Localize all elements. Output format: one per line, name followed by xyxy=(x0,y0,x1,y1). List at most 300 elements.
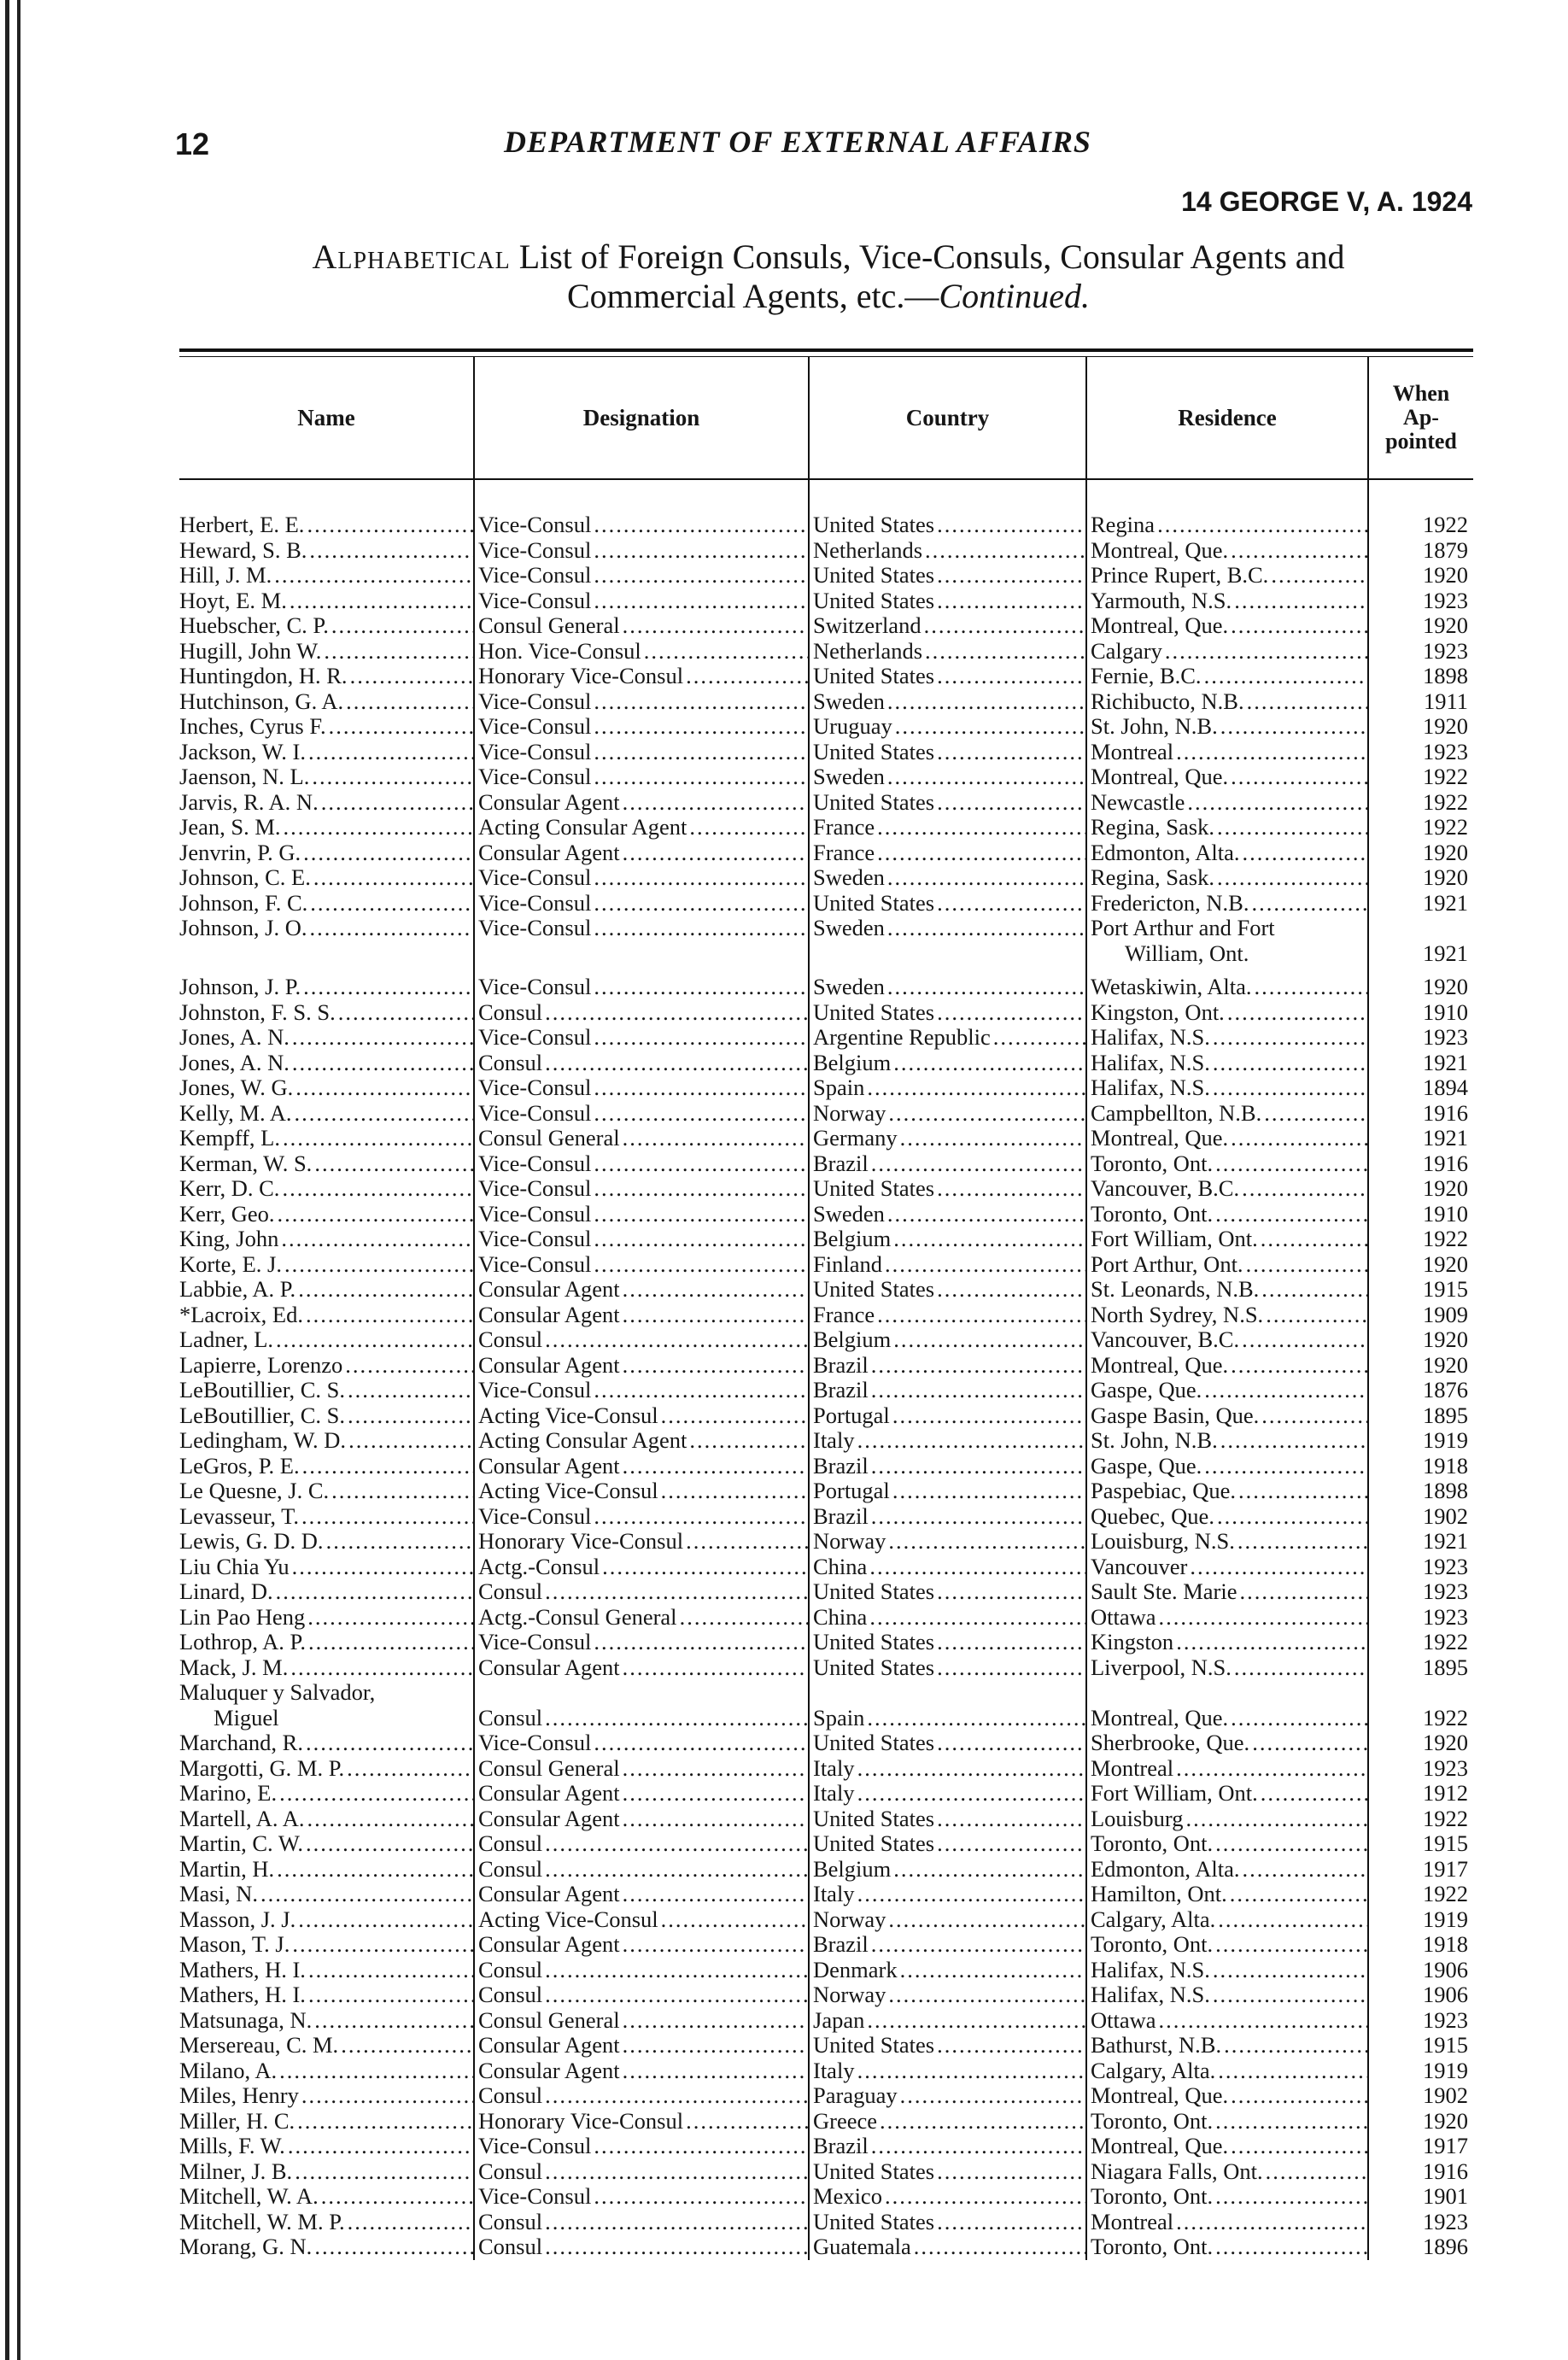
row-designation: Vice-Consul xyxy=(478,865,592,890)
dot-leader xyxy=(594,916,808,941)
row-year: 1923 xyxy=(1423,1755,1468,1781)
row-country: Italy xyxy=(813,1781,855,1806)
dot-leader xyxy=(1261,1403,1367,1429)
table-row xyxy=(179,1327,1473,1353)
table-row xyxy=(179,1555,1473,1580)
row-designation: Consular Agent xyxy=(478,1932,620,1957)
row-name: Ledingham, W. D. xyxy=(179,1428,347,1453)
table-row xyxy=(179,1579,1473,1605)
row-designation-cell xyxy=(474,1504,809,1530)
dot-leader xyxy=(594,1227,808,1252)
row-residence: Montreal, Que. xyxy=(1091,1352,1229,1378)
dot-leader xyxy=(623,1303,808,1328)
row-designation-cell xyxy=(474,2184,809,2210)
dot-leader xyxy=(623,790,808,816)
row-residence: Gaspe Basin, Que. xyxy=(1091,1403,1260,1428)
dot-leader xyxy=(1204,1378,1367,1403)
row-residence-cell xyxy=(1086,1227,1368,1252)
row-residence-cell xyxy=(1086,1730,1368,1756)
row-designation: Vice-Consul xyxy=(478,1075,592,1100)
row-residence: St. Leonards, N.B. xyxy=(1091,1277,1260,1302)
dot-leader xyxy=(857,1882,1085,1907)
row-name: Morang, G. N. xyxy=(179,2234,313,2259)
row-designation: Vice-Consul xyxy=(478,1151,592,1176)
row-year: 1895 xyxy=(1423,1403,1468,1428)
row-residence-cell xyxy=(1086,1605,1368,1631)
row-residence: Halifax, N.S. xyxy=(1091,1957,1210,1982)
row-year: 1915 xyxy=(1423,1831,1468,1856)
row-year-cell xyxy=(1368,1982,1473,2008)
row-year: 1919 xyxy=(1423,1906,1468,1932)
dot-leader xyxy=(1242,1857,1367,1883)
row-year-cell xyxy=(1368,865,1473,891)
row-country-cell xyxy=(809,790,1086,816)
row-name: Jones, W. G. xyxy=(179,1075,294,1100)
row-designation: Vice-Consul xyxy=(478,1227,592,1251)
dot-leader xyxy=(290,589,473,614)
dot-leader xyxy=(1213,1025,1367,1051)
dot-leader xyxy=(301,1504,473,1530)
row-name: Milano, A. xyxy=(179,2058,278,2083)
row-year: 1921 xyxy=(1423,1050,1468,1075)
row-country: Netherlands xyxy=(813,638,923,664)
row-country-cell xyxy=(809,2033,1086,2058)
row-designation-cell xyxy=(474,714,809,740)
row-country-cell xyxy=(809,840,1086,866)
dot-leader xyxy=(1231,1706,1367,1731)
row-designation: Vice-Consul xyxy=(478,688,592,714)
row-residence: Quebec, Que. xyxy=(1091,1503,1214,1529)
row-country: Brazil xyxy=(813,1503,869,1529)
dot-leader xyxy=(892,1479,1085,1504)
row-residence: Regina, Sask. xyxy=(1091,865,1214,890)
row-year: 1916 xyxy=(1423,1151,1468,1176)
row-country-cell xyxy=(809,1051,1086,1076)
row-name: Kerr, D. C. xyxy=(179,1176,280,1201)
row-designation-cell xyxy=(474,1227,809,1252)
row-designation-cell xyxy=(474,2134,809,2159)
row-name: Maluquer y Salvador, xyxy=(179,1680,376,1705)
dot-leader xyxy=(331,613,473,639)
table-row xyxy=(179,1252,1473,1278)
row-year-cell xyxy=(1368,2184,1473,2210)
row-designation-cell xyxy=(474,1958,809,1983)
row-designation-cell xyxy=(474,1075,809,1101)
row-designation-cell xyxy=(474,639,809,665)
row-designation: Honorary Vice-Consul xyxy=(478,664,684,688)
row-country: Finland xyxy=(813,1251,882,1277)
row-year: 1918 xyxy=(1423,1932,1468,1957)
row-name-cell xyxy=(179,740,474,765)
row-residence: North Sydrey, N.S. xyxy=(1091,1302,1264,1327)
row-residence-cell xyxy=(1086,1000,1368,1026)
dot-leader xyxy=(937,1000,1085,1026)
row-designation-cell xyxy=(474,916,809,966)
dot-leader xyxy=(623,1655,808,1681)
dot-leader xyxy=(292,1555,473,1580)
dot-leader xyxy=(1157,512,1367,538)
row-name: Jenvrin, P. G. xyxy=(179,840,301,865)
row-residence-cell xyxy=(1086,1756,1368,1782)
row-residence: Vancouver, B.C. xyxy=(1091,1176,1240,1201)
row-name: Huebscher, C. P. xyxy=(179,613,329,638)
row-year-cell xyxy=(1368,2058,1473,2084)
row-designation-cell xyxy=(474,1857,809,1883)
row-country-cell xyxy=(809,2083,1086,2109)
row-year-cell xyxy=(1368,840,1473,866)
row-country-cell xyxy=(809,2058,1086,2084)
row-year: 1922 xyxy=(1423,1704,1468,1730)
row-residence-cell xyxy=(1086,790,1368,816)
row-name-cell xyxy=(179,1932,474,1958)
row-year: 1920 xyxy=(1423,714,1468,739)
table-row xyxy=(179,764,1473,790)
row-residence-cell xyxy=(1086,815,1368,840)
dot-leader xyxy=(893,1327,1085,1353)
dot-leader xyxy=(887,865,1085,891)
dot-leader xyxy=(686,1529,808,1555)
dot-leader xyxy=(306,1730,473,1756)
row-year: 1920 xyxy=(1423,613,1468,638)
row-country-cell xyxy=(809,1579,1086,1605)
dot-leader xyxy=(1218,2058,1367,2084)
row-residence-cell xyxy=(1086,1831,1368,1857)
row-country-cell xyxy=(809,1327,1086,1353)
dot-leader xyxy=(1176,1630,1367,1655)
dot-leader xyxy=(545,1958,808,1983)
row-designation-cell xyxy=(474,1756,809,1782)
table-row xyxy=(179,1428,1473,1454)
row-designation-cell xyxy=(474,1479,809,1504)
row-year: 1923 xyxy=(1423,588,1468,613)
row-residence-cell xyxy=(1086,740,1368,765)
row-country: Belgium xyxy=(813,1327,892,1352)
dot-leader xyxy=(346,689,473,715)
dot-leader xyxy=(545,1579,808,1605)
row-designation-cell xyxy=(474,815,809,840)
dot-leader xyxy=(288,2134,473,2159)
row-year-cell xyxy=(1368,1857,1473,1883)
row-residence-cell xyxy=(1086,1327,1368,1353)
row-country-cell xyxy=(809,1907,1086,1933)
dot-leader xyxy=(888,1907,1085,1933)
row-designation-cell xyxy=(474,2109,809,2135)
dot-leader xyxy=(925,639,1085,665)
dot-leader xyxy=(1215,2234,1367,2260)
dot-leader xyxy=(937,2210,1085,2235)
row-year-cell xyxy=(1368,740,1473,765)
dot-leader xyxy=(303,975,473,1000)
row-designation-cell xyxy=(474,1252,809,1278)
dot-leader xyxy=(1261,1277,1367,1303)
row-year: 1917 xyxy=(1423,2134,1468,2158)
col-header-designation: Designation xyxy=(474,357,809,479)
row-residence-cell xyxy=(1086,1630,1368,1655)
table-row xyxy=(179,1479,1473,1504)
row-residence-cell xyxy=(1086,512,1368,538)
table-row xyxy=(179,916,1473,966)
row-country-cell xyxy=(809,1857,1086,1883)
dot-leader xyxy=(1217,1504,1367,1530)
row-designation-cell xyxy=(474,1000,809,1026)
dot-leader xyxy=(1231,538,1367,564)
row-residence-cell xyxy=(1086,1958,1368,1983)
row-country: Brazil xyxy=(813,1352,869,1378)
dot-leader xyxy=(341,2033,473,2058)
row-name: Hutchinson, G. A. xyxy=(179,688,344,714)
dot-leader xyxy=(308,1630,473,1655)
row-residence-cell xyxy=(1086,1428,1368,1454)
row-designation-cell xyxy=(474,1579,809,1605)
row-name: Miller, H. C. xyxy=(179,2108,295,2134)
row-designation: Consul xyxy=(478,1579,543,1604)
row-country-cell xyxy=(809,613,1086,639)
row-designation: Actg.-Consul General xyxy=(478,1604,677,1630)
row-name-cell xyxy=(179,1982,474,2008)
dot-leader xyxy=(1217,865,1367,891)
row-designation: Consular Agent xyxy=(478,840,620,865)
row-name-cell xyxy=(179,1958,474,1983)
table-row xyxy=(179,1529,1473,1555)
dot-leader xyxy=(623,613,808,639)
row-designation-cell xyxy=(474,1151,809,1177)
row-name-cell xyxy=(179,589,474,614)
row-year: 1923 xyxy=(1423,739,1468,764)
dot-leader xyxy=(1266,2159,1367,2185)
row-residence-cell xyxy=(1086,1075,1368,1101)
row-name: Labbie, A. P. xyxy=(179,1277,296,1302)
col-header-residence: Residence xyxy=(1086,357,1368,479)
row-year: 1922 xyxy=(1423,815,1468,840)
row-year: 1922 xyxy=(1423,1630,1468,1654)
row-year-cell xyxy=(1368,714,1473,740)
dot-leader xyxy=(295,1075,473,1101)
row-designation: Consul xyxy=(478,999,543,1025)
row-residence-cell xyxy=(1086,1579,1368,1605)
dot-leader xyxy=(937,1176,1085,1202)
row-name: Margotti, G. M. P. xyxy=(179,1755,345,1781)
row-year-cell xyxy=(1368,689,1473,715)
row-residence: Halifax, N.S. xyxy=(1091,1050,1210,1075)
row-country-cell xyxy=(809,2234,1086,2260)
table-row xyxy=(179,1051,1473,1076)
row-country-cell xyxy=(809,1630,1086,1655)
dot-leader xyxy=(900,1126,1085,1151)
row-designation: Consular Agent xyxy=(478,1453,620,1479)
row-name-cell xyxy=(179,613,474,639)
row-name: Jarvis, R. A. N. xyxy=(179,789,319,815)
row-year: 1916 xyxy=(1423,2158,1468,2184)
row-year-cell xyxy=(1368,639,1473,665)
dot-leader xyxy=(292,1051,473,1076)
row-designation-cell xyxy=(474,2033,809,2058)
row-designation-cell xyxy=(474,1277,809,1303)
row-name-cell xyxy=(179,639,474,665)
row-country-cell xyxy=(809,689,1086,715)
row-designation: Vice-Consul xyxy=(478,1025,592,1050)
row-designation: Vice-Consul xyxy=(478,1630,592,1654)
row-residence-cell xyxy=(1086,1454,1368,1479)
row-designation-cell xyxy=(474,1630,809,1655)
dot-leader xyxy=(1230,1882,1367,1907)
dot-leader xyxy=(1231,764,1367,790)
row-year: 1923 xyxy=(1423,1554,1468,1579)
row-name-cell xyxy=(179,1781,474,1807)
row-country-cell xyxy=(809,1252,1086,1278)
row-designation: Vice-Consul xyxy=(478,916,592,940)
row-designation: Consul xyxy=(478,2083,543,2108)
row-country: Switzerland xyxy=(813,613,921,638)
row-country: United States xyxy=(813,1176,935,1201)
dot-leader xyxy=(594,538,808,564)
row-residence-cell xyxy=(1086,2033,1368,2058)
row-residence-cell xyxy=(1086,1378,1368,1403)
row-country: Greece xyxy=(813,2108,878,2134)
row-country-cell xyxy=(809,1605,1086,1631)
table-row xyxy=(179,538,1473,564)
row-country-cell xyxy=(809,1176,1086,1202)
row-country: United States xyxy=(813,1277,935,1302)
dot-leader xyxy=(871,1932,1085,1958)
table-row xyxy=(179,1303,1473,1328)
row-country-cell xyxy=(809,1403,1086,1429)
row-year-cell xyxy=(1368,1378,1473,1403)
row-designation: Vice-Consul xyxy=(478,1176,592,1201)
row-residence: Wetaskiwin, Alta. xyxy=(1091,975,1252,999)
row-country: Spain xyxy=(813,1075,865,1100)
row-residence: Paspebiac, Que. xyxy=(1091,1479,1236,1503)
row-country-cell xyxy=(809,589,1086,614)
row-residence: Fernie, B.C. xyxy=(1091,664,1202,688)
dot-leader xyxy=(306,1303,473,1328)
row-year-cell xyxy=(1368,1756,1473,1782)
row-residence-cell xyxy=(1086,1655,1368,1681)
row-residence: Louisburg xyxy=(1091,1806,1184,1831)
dot-leader xyxy=(937,790,1085,816)
row-designation-cell xyxy=(474,512,809,538)
row-year: 1920 xyxy=(1423,975,1468,999)
row-year: 1906 xyxy=(1423,1957,1468,1982)
dot-leader xyxy=(1213,1051,1367,1076)
row-designation-cell xyxy=(474,1101,809,1127)
row-year: 1915 xyxy=(1423,1277,1468,1302)
row-name-cell xyxy=(179,2210,474,2235)
row-year-cell xyxy=(1368,1605,1473,1631)
row-residence-cell xyxy=(1086,1353,1368,1379)
row-year-cell xyxy=(1368,1252,1473,1278)
dot-leader xyxy=(594,891,808,916)
row-country: Portugal xyxy=(813,1403,890,1428)
row-year-cell xyxy=(1368,1504,1473,1530)
row-residence: Toronto, Ont. xyxy=(1091,1151,1214,1176)
row-country: Portugal xyxy=(813,1479,890,1503)
row-year-cell xyxy=(1368,1227,1473,1252)
row-designation: Vice-Consul xyxy=(478,512,592,537)
row-year-cell xyxy=(1368,1277,1473,1303)
dot-leader xyxy=(661,1907,808,1933)
dot-leader xyxy=(1240,1579,1368,1605)
row-designation: Consul xyxy=(478,1957,543,1982)
row-name: Le Quesne, J. C. xyxy=(179,1479,330,1503)
row-country: United States xyxy=(813,2158,935,2184)
row-name: Mitchell, W. A. xyxy=(179,2184,319,2209)
row-residence: Calgary xyxy=(1091,638,1162,664)
row-name-cell xyxy=(179,1126,474,1151)
row-name-cell xyxy=(179,1227,474,1252)
dot-leader xyxy=(925,538,1085,564)
table-row xyxy=(179,1202,1473,1227)
dot-leader xyxy=(545,2234,808,2260)
row-country: Italy xyxy=(813,1428,855,1453)
row-residence-cell xyxy=(1086,714,1368,740)
title-line-1-rest: List of Foreign Consuls, Vice-Consuls, Consular Agents and xyxy=(518,237,1345,276)
row-country: United States xyxy=(813,664,935,688)
row-name-cell xyxy=(179,1807,474,1832)
table-row xyxy=(179,740,1473,765)
row-year: 1898 xyxy=(1423,664,1468,688)
row-country-cell xyxy=(809,714,1086,740)
dot-leader xyxy=(594,2184,808,2210)
dot-leader xyxy=(885,2184,1085,2210)
row-residence: Montreal xyxy=(1091,1755,1174,1781)
row-name: Linard, D. xyxy=(179,1579,273,1604)
dot-leader xyxy=(308,1958,473,1983)
row-country-cell xyxy=(809,2184,1086,2210)
row-name: Lapierre, Lorenzo xyxy=(179,1352,343,1378)
row-country: Norway xyxy=(813,1100,886,1126)
row-residence: Gaspe, Que. xyxy=(1091,1453,1202,1479)
dot-leader xyxy=(602,1555,808,1580)
row-designation-cell xyxy=(474,1303,809,1328)
dot-leader xyxy=(594,1378,808,1403)
dot-leader xyxy=(888,1982,1085,2008)
dot-leader xyxy=(282,1176,473,1202)
row-country: Italy xyxy=(813,1755,855,1781)
row-country-cell xyxy=(809,538,1086,564)
dot-leader xyxy=(260,1882,473,1907)
dot-leader xyxy=(348,1378,473,1403)
dot-leader xyxy=(594,2134,808,2159)
dot-leader xyxy=(545,1982,808,2008)
row-country-cell xyxy=(809,1000,1086,1026)
table-row xyxy=(179,1932,1473,1958)
row-year: 1921 xyxy=(1423,1126,1468,1151)
row-name-cell xyxy=(179,1857,474,1883)
row-designation-cell xyxy=(474,1730,809,1756)
row-country: France xyxy=(813,1302,875,1327)
row-name-cell xyxy=(179,1756,474,1782)
dot-leader xyxy=(689,1428,808,1454)
title-small-caps: Alphabetical xyxy=(312,237,511,276)
row-country-cell xyxy=(809,1932,1086,1958)
row-year-cell xyxy=(1368,1579,1473,1605)
row-name: Jean, S. M. xyxy=(179,815,281,840)
row-country-cell xyxy=(809,1831,1086,1857)
row-name-cell xyxy=(179,2134,474,2159)
row-year: 1921 xyxy=(1423,890,1468,916)
row-year-cell xyxy=(1368,1958,1473,1983)
row-designation: Acting Vice-Consul xyxy=(478,1479,658,1503)
dot-leader xyxy=(1231,1126,1367,1151)
row-country: Spain xyxy=(813,1704,865,1730)
table-row xyxy=(179,563,1473,589)
table-row xyxy=(179,1277,1473,1303)
row-year-cell xyxy=(1368,1176,1473,1202)
row-name: Mills, F. W. xyxy=(179,2134,285,2158)
row-year: 1921 xyxy=(1423,940,1468,966)
table-row xyxy=(179,975,1473,1000)
row-designation-cell xyxy=(474,664,809,689)
